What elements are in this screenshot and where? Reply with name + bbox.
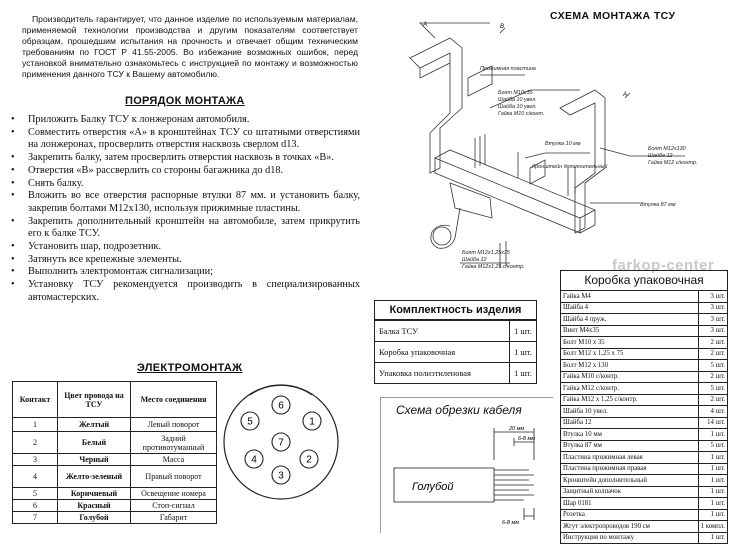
box-qty: 5 шт. <box>698 383 727 395</box>
electro-title: ЭЛЕКТРОМОНТАЖ <box>137 362 243 374</box>
box-item: Гайка М12 х 1,25 с/контр. <box>561 394 699 406</box>
box-qty: 1 шт. <box>698 498 727 510</box>
kit-qty: 1 шт. <box>510 321 537 342</box>
box-qty: 3 шт. <box>698 314 727 326</box>
label-ballbolt: Болт М12х1,25х75 <box>462 250 510 256</box>
box-item: Болт М12 х 130 <box>561 360 699 372</box>
label-bush87: Втулка 87 мм <box>640 202 676 208</box>
assembly-step: • Снять балку. <box>8 178 360 191</box>
box-row <box>561 429 728 441</box>
place-cell: Масса <box>131 454 217 466</box>
assembly-step: • Закрепить балку, затем просверлить отверстия насквозь в точках «В». <box>8 152 360 165</box>
electro-row <box>13 500 217 512</box>
place-cell: Стоп-сигнал <box>131 500 217 512</box>
color-cell: Черный <box>58 454 131 466</box>
place-cell: Левый поворот <box>131 418 217 432</box>
place-cell: Габарит <box>131 512 217 524</box>
box-qty: 14 шт. <box>698 417 727 429</box>
label-nut12: Гайка М12 с/контр. <box>648 160 698 166</box>
contact-cell: 7 <box>13 512 58 524</box>
col-color: Цвет провода на ТСУ <box>58 382 131 418</box>
contact-cell: 2 <box>13 432 58 454</box>
box-qty: 3 шт. <box>698 291 727 303</box>
box-qty: 1 шт. <box>698 463 727 475</box>
watermark: farkop-center <box>612 257 715 274</box>
assembly-step: • Установить шар, подрозетник. <box>8 241 360 254</box>
color-cell: Желтый <box>58 418 131 432</box>
box-item: Винт М4х35 <box>561 325 699 337</box>
kit-title: Комплектность изделия <box>389 304 522 316</box>
kit-row <box>375 342 537 363</box>
label-a-right: А <box>623 92 628 98</box>
box-row <box>561 475 728 487</box>
electro-row <box>13 512 217 524</box>
label-ballwasher: Шайба 12 <box>462 257 487 263</box>
assembly-title: ПОРЯДОК МОНТАЖА <box>125 95 245 107</box>
box-qty: 2 шт. <box>698 394 727 406</box>
box-row <box>561 463 728 475</box>
cable-title: Схема обрезки кабеля <box>396 403 522 417</box>
assembly-step: • Приложить Балку ТСУ к лонжеронам автомобиля. <box>8 114 360 127</box>
label-bolt12: Болт М12х130 <box>648 146 686 152</box>
kit-item: Упаковка полиэтиленовая <box>375 363 510 384</box>
box-qty: 2 шт. <box>698 371 727 383</box>
box-item: Защитный колпачок <box>561 486 699 498</box>
contact-cell: 6 <box>13 500 58 512</box>
box-row <box>561 521 728 533</box>
contact-cell: 1 <box>13 418 58 432</box>
color-cell: Коричневый <box>58 488 131 500</box>
box-item: Шайба 4 пруж. <box>561 314 699 326</box>
assembly-step: • Установку ТСУ рекомендуется производить в специализированных автомастерских. <box>8 279 360 304</box>
place-cell: Освещение номера <box>131 488 217 500</box>
intro-paragraph: Производитель гарантирует, что данное изделие по используемым материалам, применяемой технологии производства и другим показателям соответствует образцам, прошедшим испытания на прочность и отвечает общим техническим требованиям по ГОСТ Р 41.55-2005. Во избежание возможных ошибок, перед установкой внимательно ознакомьтесь с инструкцией по монтажу и возможностью применения данного ТСУ к Вашему автомобилю. <box>22 14 358 79</box>
box-row <box>561 498 728 510</box>
wire-label: Голубой <box>412 481 454 493</box>
box-item: Инструкция по монтажу <box>561 532 699 544</box>
box-item: Шайба 10 увел. <box>561 406 699 418</box>
kit-table <box>374 320 537 384</box>
box-row <box>561 406 728 418</box>
box-item: Кронштейн дополнительный <box>561 475 699 487</box>
box-row <box>561 452 728 464</box>
mounting-scheme <box>380 18 745 290</box>
electro-table <box>12 381 217 524</box>
box-qty: 1 шт. <box>698 532 727 544</box>
col-contact: Контакт <box>13 382 58 418</box>
box-item: Жгут электропроводов 190 см <box>561 521 699 533</box>
socket-pin-number: 3 <box>278 470 284 482</box>
box-item: Шар 0181 <box>561 498 699 510</box>
box-item: Гайка М12 с/контр. <box>561 383 699 395</box>
electro-row <box>13 418 217 432</box>
socket-pin-number: 7 <box>278 437 284 449</box>
box-item: Гайка М10 с/контр. <box>561 371 699 383</box>
box-item: Шайба 4 <box>561 302 699 314</box>
box-row <box>561 291 728 303</box>
box-item: Болт М10 х 35 <box>561 337 699 349</box>
box-qty: 2 шт. <box>698 348 727 360</box>
label-bush10: Втулка 10 мм <box>545 141 581 147</box>
box-qty: 1 шт. <box>698 486 727 498</box>
box-qty: 1 шт. <box>698 452 727 464</box>
box-item: Гайка М4 <box>561 291 699 303</box>
label-bolt10: Болт М10х35 <box>498 90 533 96</box>
kit-qty: 1 шт. <box>510 363 537 384</box>
assembly-step: • Закрепить дополнительный кронштейн на автомобиле, затем прикрутить его к балке ТСУ. <box>8 216 360 241</box>
label-washer10: Шайба 10 увел. <box>498 97 537 103</box>
electro-row <box>13 454 217 466</box>
box-qty: 1 шт. <box>698 429 727 441</box>
box-qty: 5 шт. <box>698 440 727 452</box>
kit-item: Коробка упаковочная <box>375 342 510 363</box>
socket-pin-number: 4 <box>251 454 257 466</box>
kit-row <box>375 321 537 342</box>
cable-diagram <box>384 420 550 532</box>
dim-20: 20 мм <box>509 426 525 432</box>
box-row <box>561 371 728 383</box>
socket-pin-number: 6 <box>278 400 284 412</box>
box-qty: 5 шт. <box>698 360 727 372</box>
box-table <box>560 290 728 544</box>
box-row <box>561 509 728 521</box>
contact-cell: 4 <box>13 466 58 488</box>
box-row <box>561 486 728 498</box>
box-qty: 3 шт. <box>698 325 727 337</box>
color-cell: Голубой <box>58 512 131 524</box>
col-place: Место соединения <box>131 382 217 418</box>
box-row <box>561 325 728 337</box>
label-washer12: Шайба 12 <box>648 153 673 159</box>
color-cell: Красный <box>58 500 131 512</box>
box-qty: 2 шт. <box>698 337 727 349</box>
box-item: Втулка 10 мм <box>561 429 699 441</box>
assembly-step: • Выполнить электромонтаж сигнализации; <box>8 266 360 279</box>
box-title: Коробка упаковочная <box>584 273 704 287</box>
box-qty: 1 шт. <box>698 475 727 487</box>
kit-header <box>374 300 537 320</box>
kit-row <box>375 363 537 384</box>
assembly-step: • Совместить отверстия «А» в кронштейнах ТСУ со штатными отверстиями на лонжеронах, просверлить отверстия насквозь сверлом d13. <box>8 127 360 152</box>
box-row <box>561 314 728 326</box>
kit-qty: 1 шт. <box>510 342 537 363</box>
box-qty: 1 компл. <box>698 521 727 533</box>
scheme-title: СХЕМА МОНТАЖА ТСУ <box>550 10 676 22</box>
kit-item: Балка ТСУ <box>375 321 510 342</box>
socket-pin-number: 1 <box>309 416 315 428</box>
dim-6-8-bottom: 6-8 мм <box>502 520 520 526</box>
electro-row <box>13 432 217 454</box>
box-item: Пластина прижимная правая <box>561 463 699 475</box>
socket-diagram <box>222 383 340 501</box>
dim-6-8-top: 6-8 мм <box>518 436 536 442</box>
color-cell: Желто-зеленый <box>58 466 131 488</box>
electro-row <box>13 488 217 500</box>
box-header <box>560 270 728 290</box>
box-row <box>561 337 728 349</box>
socket-pin-number: 5 <box>247 416 253 428</box>
color-cell: Белый <box>58 432 131 454</box>
assembly-steps <box>8 114 360 305</box>
assembly-step: • Вложить во все отверстия распорные втулки 87 мм. и установить балку, закрепив болтами М12х130, используя прижимные пластины. <box>8 190 360 215</box>
box-qty: 4 шт. <box>698 406 727 418</box>
assembly-step: • Отверстия «В» рассверлить со стороны багажника до d18. <box>8 165 360 178</box>
box-row <box>561 348 728 360</box>
label-plate: Прижимная пластина <box>480 66 536 72</box>
place-cell: Правый поворот <box>131 466 217 488</box>
box-qty: 3 шт. <box>698 302 727 314</box>
label-bracket: Кронштейн дополнительный <box>532 164 608 170</box>
box-row <box>561 360 728 372</box>
electro-row <box>13 466 217 488</box>
box-item: Розетка <box>561 509 699 521</box>
label-nut10: Гайка М10 с/конт. <box>498 111 545 117</box>
box-item: Шайба 12 <box>561 417 699 429</box>
place-cell: Задний противотуманный <box>131 432 217 454</box>
box-row <box>561 394 728 406</box>
label-ballnut: Гайка М12х1,25 с/контр. <box>462 264 525 270</box>
box-row <box>561 383 728 395</box>
box-qty: 1 шт. <box>698 509 727 521</box>
contact-cell: 5 <box>13 488 58 500</box>
box-item: Втулка 87 мм <box>561 440 699 452</box>
label-washer10b: Шайба 10 увел. <box>498 104 537 110</box>
box-row <box>561 417 728 429</box>
label-a-top: А <box>423 22 428 28</box>
assembly-step: • Затянуть все крепежные элементы. <box>8 254 360 267</box>
box-row <box>561 440 728 452</box>
contact-cell: 3 <box>13 454 58 466</box>
box-item: Болт М12 х 1,25 х 75 <box>561 348 699 360</box>
box-row <box>561 302 728 314</box>
box-item: Пластина прижимная левая <box>561 452 699 464</box>
socket-pin-number: 2 <box>306 454 312 466</box>
label-b-top: В <box>500 24 505 30</box>
